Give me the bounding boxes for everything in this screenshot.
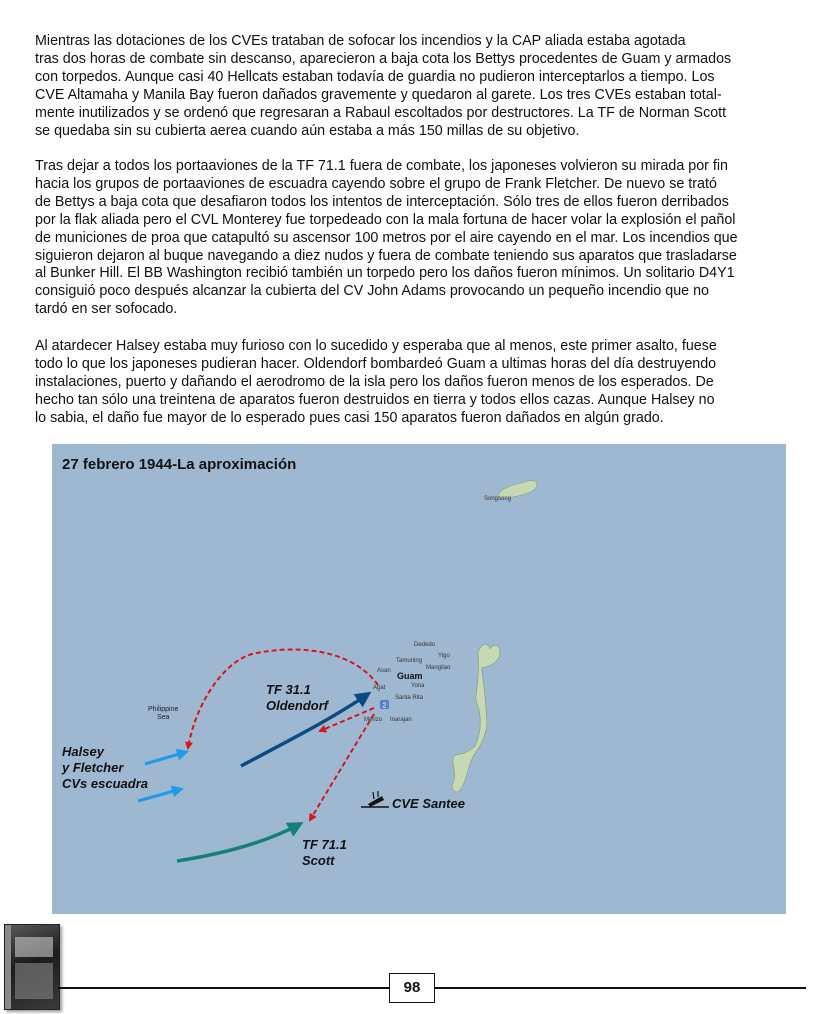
- game-box-image: [4, 924, 60, 1010]
- battle-map: [52, 444, 786, 914]
- attack-arrow-south: [310, 714, 374, 820]
- page-number: 98: [389, 973, 435, 1003]
- label-tf711: TF 71.1 Scott: [302, 837, 347, 868]
- place-inarajan: Inarajan: [390, 717, 412, 723]
- place-tamuning: Tamuning: [396, 658, 423, 664]
- place-dededo: Dededo: [414, 642, 436, 648]
- map-title: 27 febrero 1944-La aproximación: [62, 456, 297, 473]
- label-cve-santee: CVE Santee: [392, 796, 465, 811]
- place-yona: Yona: [411, 683, 425, 689]
- place-philippine-sea: Philippine Sea: [148, 706, 179, 721]
- label-halsey: Halsey y Fletcher CVs escuadra: [62, 744, 148, 791]
- halsey-arrow-upper: [145, 752, 186, 764]
- place-santa-rita: Santa Rita: [395, 695, 424, 701]
- paragraph-1: Mientras las dotaciones de los CVEs trataban de sofocar los incendios y la CAP aliada estaba agotada tras dos horas de combate sin descanso, aparecieron a baja cota los Bettys procedentes de Guam y armados con torpedos. Aunque casi 40 Hellcats estaban todavía de guardia no pudieron interceptarlos a tiempo. Los CVE Altamaha y Manila Bay fueron dañados gravemente y quedaron al garete. Los tres CVEs estaban total- mente inutilizados y se ordenó que regresaran a Rabaul escoltados por destructores. La TF de Norman Scott se quedaba sin su cubierta aerea cuando aún estaba a más 150 millas de su objetivo.: [35, 33, 732, 139]
- sinking-ship-icon: [361, 791, 389, 807]
- place-yigo: Yigo: [438, 653, 450, 659]
- place-asan: Asan: [377, 668, 391, 674]
- guam-island: [452, 644, 500, 792]
- paragraph-3: Al atardecer Halsey estaba muy furioso con lo sucedido y esperaba que al menos, este primer asalto, fuese todo lo que los japoneses pudieran hacer. Oldendorf bombardeó Guam a ultimas horas del día destruyendo instalaciones, puerto y dañando el aerodromo de la isla pero los daños fueron menos de los esperados. De hecho tan sólo una treintena de aparatos fueron destruidos en tierra y todos ellos cazas. Aunque Halsey no lo sabia, el daño fue mayor de lo esperado pues casi 150 aparatos fueron dañados en algún grado.: [35, 338, 717, 426]
- tf711-arrow: [177, 824, 300, 861]
- place-songsong: Songsong: [484, 496, 512, 502]
- place-mangilao: Mangilao: [426, 665, 451, 671]
- place-agat: Agat: [373, 685, 386, 691]
- place-merizo: Merizo: [364, 717, 383, 723]
- route-badge-text: 2: [382, 702, 387, 710]
- place-guam: Guam: [397, 671, 423, 681]
- paragraph-2: Tras dejar a todos los portaaviones de la TF 71.1 fuera de combate, los japoneses volvieron su mirada por fin hacia los grupos de portaaviones de escuadra cayendo sobre el grupo de Frank Fletcher. De nuevo se trató de Bettys a baja cota que desafiaron todos los intentos de interceptación. Sólo tres de ellos fueron derribados por la flak aliada pero el CVL Monterey fue torpedeado con la mala fortuna de hacer volar la explosión el pañol de municiones de proa que catapultó su ascensor 100 metros por el aire cayendo en el mar. Los incendios que siguieron dejaron al buque navegando a diez nudos y fuera de combate teniendo sus aparatos que trasladarse al Bunker Hill. El BB Washington recibió también un torpedo pero los daños fueron mínimos. Un solitario D4Y1 consiguió poco después alcanzar la cubierta del CV John Adams provocando un pequeño incendio que no tardó en ser sofocado.: [35, 158, 738, 318]
- label-tf311: TF 31.1 Oldendorf: [266, 682, 329, 713]
